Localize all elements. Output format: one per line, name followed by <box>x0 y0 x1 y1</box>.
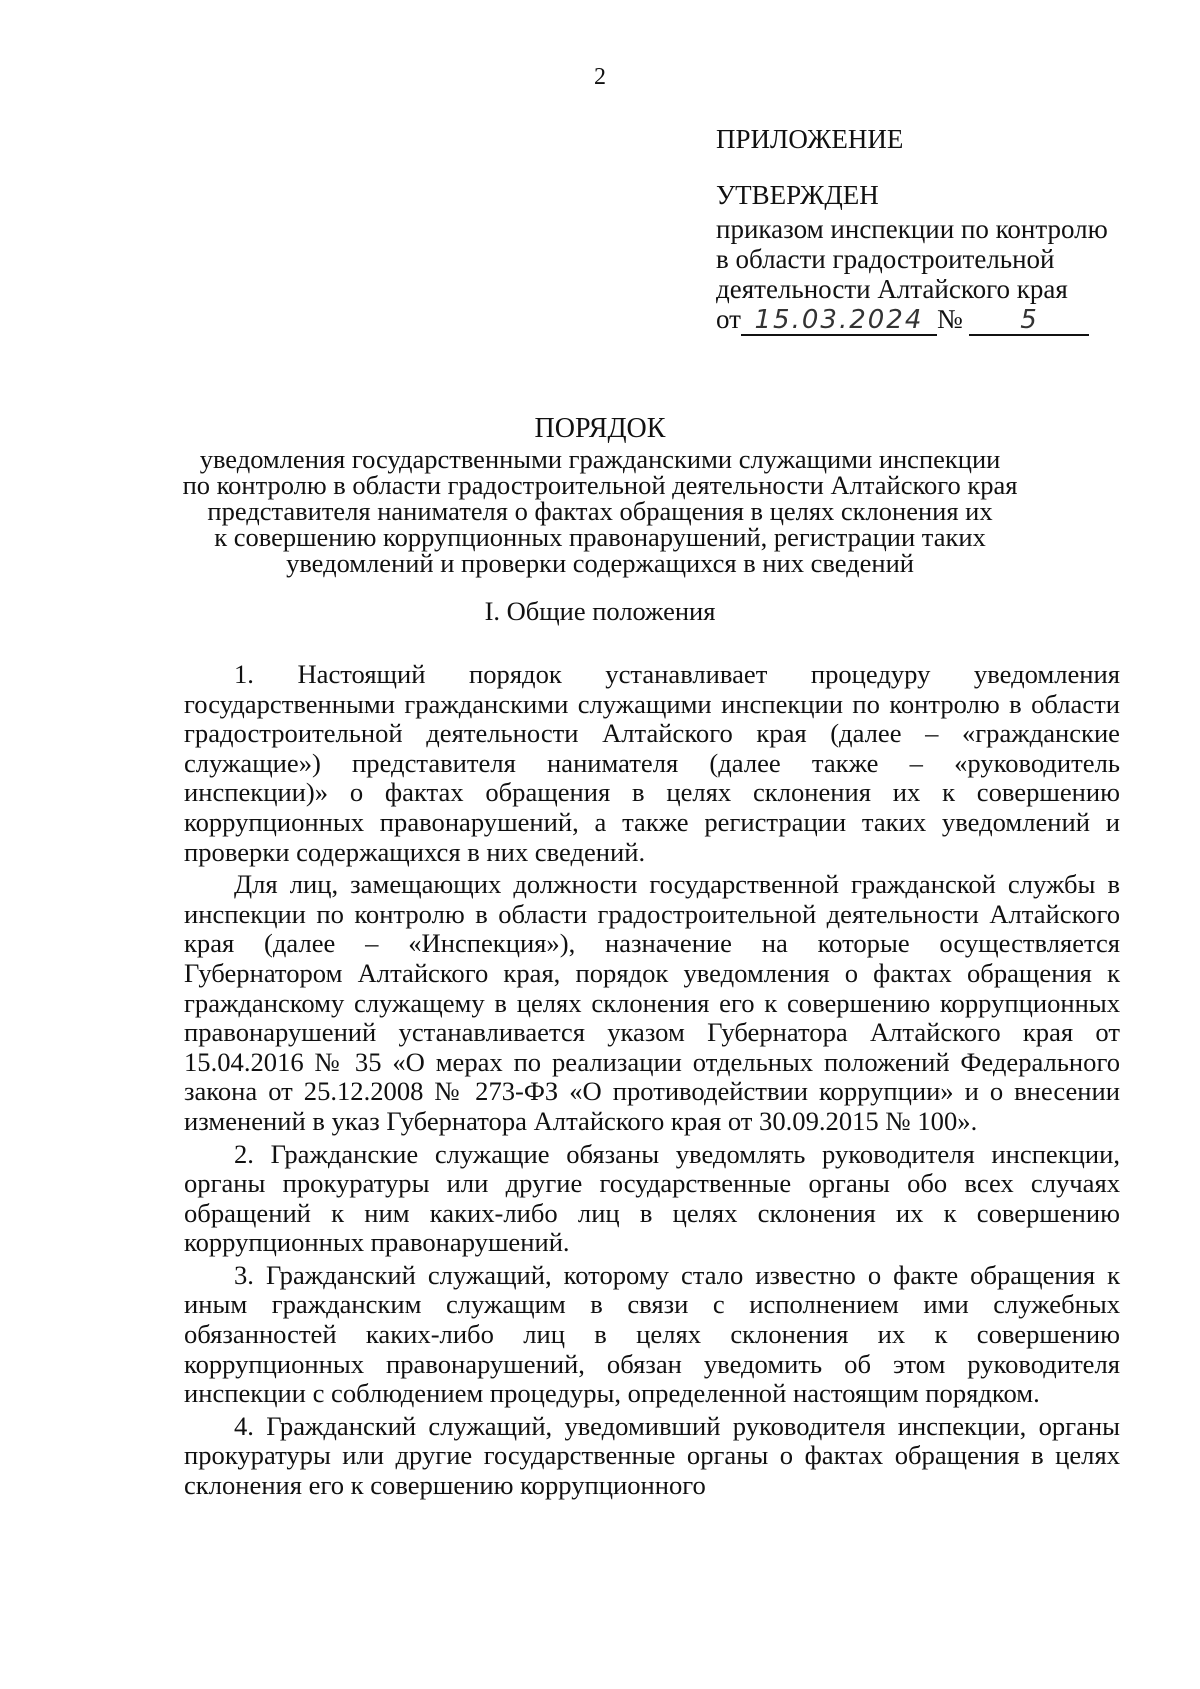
appendix-label: ПРИЛОЖЕНИЕ <box>716 124 904 154</box>
document-title-block <box>150 413 1050 578</box>
paragraph: 4. Гражданский служащий, уведомивший руководителя инспекции, органы прокуратуры или другие государственные органы о фактах обращения в целях склонения его к совершению коррупционного <box>184 1410 1120 1501</box>
paragraph: Для лиц, замещающих должности государственной гражданской службы в инспекции по контролю в области градостроительной деятельности Алтайского края (далее – «Инспекция»), назначение на которые осуществляется Губернатором Алтайского края, порядок уведомления о фактах обращения к гражданскому служащему в целях склонения его к совершению коррупционных правонарушений устанавливается указом Губернатора Алтайского края от 15.04.2016 № 35 «О мерах по реализации отдельных положений Федерального закона от 25.12.2008 № 273-ФЗ «О противодействии коррупции» и о внесении изменений в указ Губернатора Алтайского края от 30.09.2015 № 100». <box>184 869 1120 1136</box>
paragraph: 1. Настоящий порядок устанавливает процедуру уведомления государственными гражданскими служащими инспекции по контролю в области градостроительной деятельности Алтайского края (далее – «гражданские служащие») представителя нанимателя (далее также – «руководитель инспекции)» о фактах обращения в целях склонения их к совершению коррупционных правонарушений, а также регистрации таких уведомлений и проверки содержащихся в них сведений. <box>184 659 1120 867</box>
paragraph: 3. Гражданский служащий, которому стало известно о факте обращения к иным гражданским служащим в связи с исполнением ими служебных обязанностей каких-либо лиц в целях склонения их к совершению коррупционных правонарушений, обязан уведомить об этом руководителя инспекции с соблюдением процедуры, определенной настоящим порядком. <box>184 1259 1120 1409</box>
document-title: ПОРЯДОК <box>534 413 666 444</box>
page-number: 2 <box>594 64 606 90</box>
document-subtitle-line: уведомления государственными гражданскими служащими инспекции <box>199 444 1001 474</box>
document-body <box>184 660 1120 1504</box>
handwritten-number: 5 <box>969 306 1089 336</box>
approval-date-line <box>716 304 1156 336</box>
document-subtitle-line: представителя нанимателя о фактах обращения в целях склонения их <box>207 496 993 526</box>
approval-line: приказом инспекции по контролю <box>716 214 1108 244</box>
paragraph: 2. Гражданские служащие обязаны уведомлять руководителя инспекции, органы прокуратуры или другие государственные органы обо всех случаях обращений к ним каких-либо лиц в целях склонения их к совершению коррупционных правонарушений. <box>184 1138 1120 1258</box>
approval-line: деятельности Алтайского края <box>716 274 1068 304</box>
handwritten-date: 15.03.2024 <box>741 306 937 336</box>
date-prefix: от <box>716 304 741 334</box>
number-label: № <box>936 304 963 334</box>
approved-label: УТВЕРЖДЕН <box>716 180 879 210</box>
section-heading: I. Общие положения <box>484 596 716 626</box>
approval-line: в области градостроительной <box>716 244 1055 274</box>
document-subtitle-line: уведомлений и проверки содержащихся в них сведений <box>286 548 914 578</box>
document-subtitle-line: к совершению коррупционных правонарушений, регистрации таких <box>214 522 986 552</box>
approval-block <box>716 124 1156 336</box>
document-subtitle-line: по контролю в области градостроительной деятельности Алтайского края <box>182 470 1018 500</box>
